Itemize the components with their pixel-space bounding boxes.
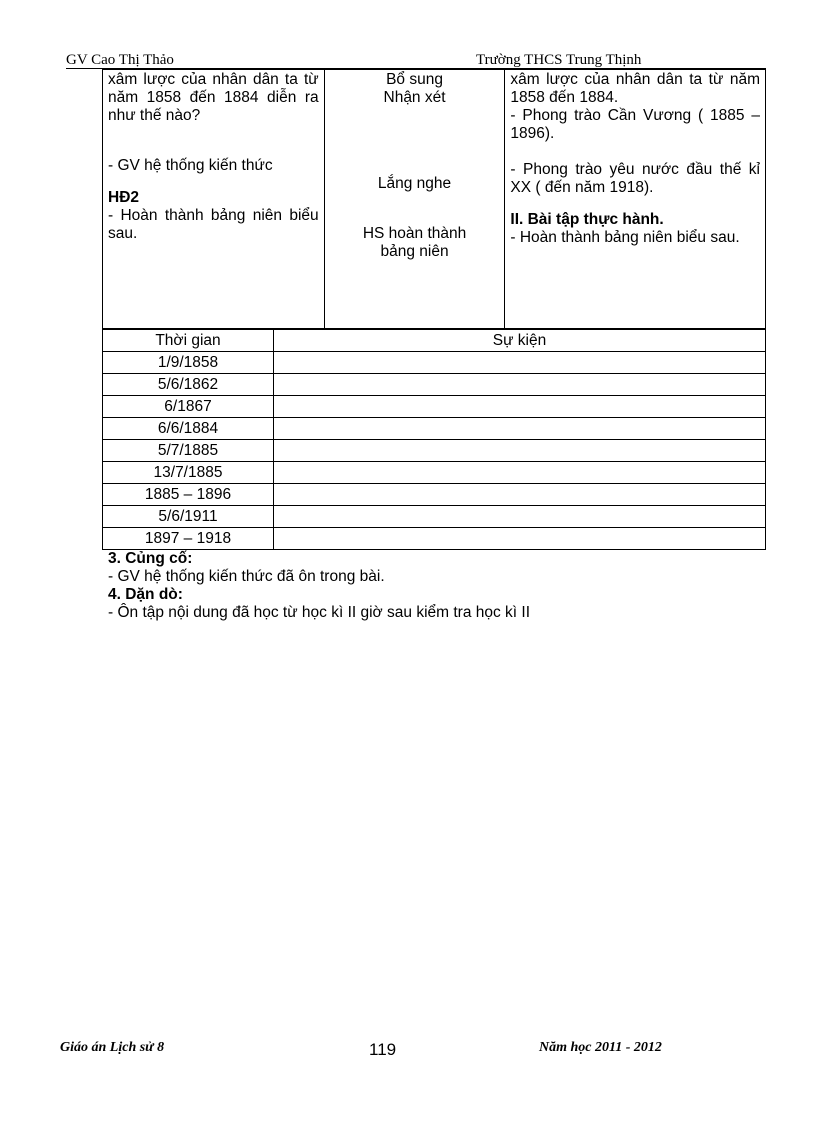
- timeline-date: 13/7/1885: [103, 462, 274, 484]
- lesson-closing: [108, 550, 768, 622]
- timeline-date: 5/6/1911: [103, 506, 274, 528]
- student-listen: Lắng nghe: [377, 175, 452, 192]
- content-practice-task: - Hoàn thành bảng niên biểu sau.: [510, 229, 740, 246]
- student-timeline: bảng niên: [380, 243, 449, 260]
- timeline-event[interactable]: [274, 374, 766, 396]
- page-footer: [60, 1040, 760, 1064]
- timeline-date: 6/1867: [103, 396, 274, 418]
- timeline-row: [103, 374, 766, 396]
- page-number: 119: [369, 1040, 397, 1059]
- teacher-question: xâm lược của nhân dân ta từ năm 1858 đến 1884 diễn ra như thế nào?: [108, 71, 319, 124]
- lesson-table: [102, 69, 766, 329]
- timeline-row: [103, 396, 766, 418]
- timeline-table: [102, 329, 766, 550]
- teacher-name: GV Cao Thị Thảo: [66, 52, 174, 68]
- timeline-row: [103, 418, 766, 440]
- student-comment: Nhận xét: [383, 89, 446, 106]
- timeline-date: 5/6/1862: [103, 374, 274, 396]
- timeline-event[interactable]: [274, 462, 766, 484]
- homework-text: - Ôn tập nội dung đã học từ học kì II giờ sau kiểm tra học kì II: [108, 604, 531, 621]
- timeline-row: [103, 506, 766, 528]
- timeline-date: 5/7/1885: [103, 440, 274, 462]
- timeline-row: [103, 462, 766, 484]
- timeline-row: [103, 484, 766, 506]
- timeline-event[interactable]: [274, 528, 766, 550]
- timeline-row: [103, 440, 766, 462]
- consolidation-text: - GV hệ thống kiến thức đã ôn trong bài.: [108, 568, 385, 585]
- timeline-header-time: Thời gian: [103, 330, 274, 352]
- timeline-event[interactable]: [274, 440, 766, 462]
- homework-heading: 4. Dặn dò:: [108, 586, 183, 603]
- student-complete: HS hoàn thành: [362, 225, 467, 242]
- timeline-date: 1/9/1858: [103, 352, 274, 374]
- timeline-date: 1897 – 1918: [103, 528, 274, 550]
- content-cell: [505, 70, 766, 329]
- student-supplement: Bổ sung: [386, 71, 443, 88]
- timeline-event[interactable]: [274, 506, 766, 528]
- teacher-summary: - GV hệ thống kiến thức: [108, 157, 273, 174]
- timeline-date: 6/6/1884: [103, 418, 274, 440]
- footer-subject: Giáo án Lịch sử 8: [60, 1040, 165, 1055]
- school-name: Trường THCS Trung Thịnh: [476, 52, 642, 68]
- content-can-vuong: - Phong trào Cần Vương ( 1885 – 1896).: [510, 107, 760, 142]
- content-summary: xâm lược của nhân dân ta từ năm 1858 đến 1884.: [510, 71, 760, 106]
- teacher-task: - Hoàn thành bảng niên biểu sau.: [108, 207, 319, 242]
- timeline-event[interactable]: [274, 418, 766, 440]
- content-practice-heading: II. Bài tập thực hành.: [510, 211, 664, 228]
- footer-school-year: Năm học 2011 - 2012: [539, 1040, 662, 1055]
- timeline-row: [103, 352, 766, 374]
- lesson-row: [103, 70, 766, 329]
- timeline-header-row: [103, 330, 766, 352]
- timeline-header-event: Sự kiện: [274, 330, 766, 352]
- activity-label: HĐ2: [108, 189, 140, 206]
- timeline-date: 1885 – 1896: [103, 484, 274, 506]
- student-activity-cell: [324, 70, 505, 329]
- consolidation-heading: 3. Củng cố:: [108, 550, 193, 567]
- content-early-20th: - Phong trào yêu nước đầu thế kỉ XX ( đến năm 1918).: [510, 161, 760, 196]
- timeline-event[interactable]: [274, 396, 766, 418]
- timeline-event[interactable]: [274, 484, 766, 506]
- timeline-event[interactable]: [274, 352, 766, 374]
- teacher-activity-cell: [103, 70, 325, 329]
- timeline-row: [103, 528, 766, 550]
